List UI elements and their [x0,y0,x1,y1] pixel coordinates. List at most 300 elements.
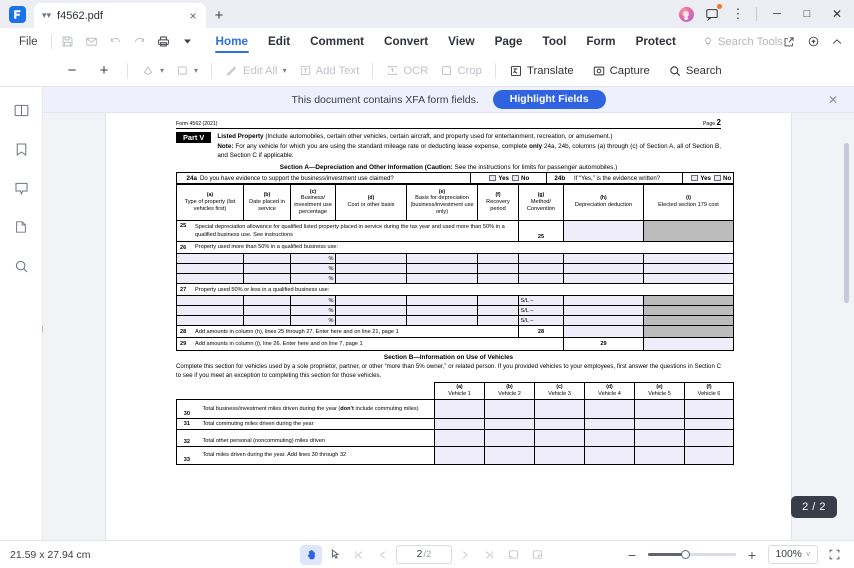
status-bar-zoom [622,545,844,565]
l27r1-c[interactable]: % [291,296,336,306]
l27r2-i [644,306,734,316]
zoom-level-select[interactable] [768,545,818,564]
line-29-text: Add amounts in column (i), line 26. Enter here and on line 7, page 1 [195,340,363,347]
line-30-text [192,399,435,418]
add-text-button[interactable] [293,59,366,83]
undo-icon[interactable] [104,30,128,54]
thumbnails-panel-icon[interactable] [8,97,34,123]
q24b-no-checkbox[interactable] [714,175,721,181]
l27r2-a[interactable] [177,306,244,316]
l27r1-f[interactable] [478,296,519,306]
l26r2-b[interactable] [244,264,291,274]
col-d-header [336,184,407,220]
pdf-page [106,113,791,540]
workspace [0,87,854,540]
l33-v1[interactable] [435,446,485,464]
l26r1-i[interactable] [644,254,734,264]
q24b-text: If “Yes,” is the evidence written? [573,173,683,184]
line-30-text-1: Total business/investment miles driven during the year ( [202,405,341,412]
l32-v2[interactable] [485,429,535,446]
vehicle-4-letter: (d) [606,384,613,391]
l26r2-g[interactable] [519,264,564,274]
l26r2-i[interactable] [644,264,734,274]
add-text-label: Add Text [315,64,360,77]
page-num: 2 [716,118,721,127]
l31-v1[interactable] [435,418,485,429]
col-c-label: Business/ investment use percentage [294,195,332,216]
col-d-letter: (d) [367,195,375,202]
l26r1-h[interactable] [564,254,644,264]
l27r3-e[interactable] [407,316,478,326]
line-32-row [177,429,734,446]
notifications-button[interactable] [699,1,725,27]
col-a-header [177,184,244,220]
search-label: Search [685,64,722,77]
highlight-tool-button[interactable] [135,59,170,83]
l33-v6[interactable] [685,446,734,464]
comments-panel-icon[interactable] [8,175,34,201]
q24b-number: 24b [547,173,573,184]
page-position-indicator: 2 / 2 [791,496,837,518]
col-f-header [478,184,519,220]
l33-v2[interactable] [485,446,535,464]
l31-v4[interactable] [585,418,635,429]
ribbon-tab-comment[interactable]: Comment [310,35,364,48]
zoom-slider[interactable] [648,548,736,562]
ribbon-tab-page[interactable]: Page [494,35,523,48]
l26r3-b[interactable] [244,274,291,284]
vehicle-3-label: Vehicle 3 [548,391,571,398]
l26r2-f[interactable] [478,264,519,274]
line-27-row [177,284,734,296]
share-icon[interactable] [778,31,800,53]
ribbon-tab-convert[interactable]: Convert [384,35,429,48]
part-badge: Part V [176,132,211,144]
col-h-header [564,184,644,220]
notification-badge [717,4,722,9]
l32-v6[interactable] [685,429,734,446]
line-29-box-number: 29 [564,338,644,350]
q24b-yes-checkbox[interactable] [691,175,698,181]
question-24-table [176,172,734,184]
line-26-text-cell [177,242,734,254]
col-b-label: Date placed in service [249,198,285,212]
chevron-down-icon[interactable]: ▾ [194,66,199,75]
col-d-label: Cost or other basis [347,202,395,209]
close-icon[interactable]: × [189,8,197,23]
form-number-label: Form 4562 (2021) [176,121,218,127]
chevron-down-icon[interactable]: ▾ [160,66,165,75]
vehicle-3-letter: (c) [556,384,563,391]
l27r3-a[interactable] [177,316,244,326]
col-g-label: Method/ Convention [526,198,556,212]
fit-page-button[interactable] [824,545,844,565]
col-f-letter: (f) [495,192,501,198]
maximize-button[interactable]: □ [803,8,811,20]
title-bar-right-controls [673,0,854,28]
l27r1-a[interactable] [177,296,244,306]
l27r2-f[interactable] [478,306,519,316]
line-28-text-cell [177,326,519,338]
line-25-blocked-i [644,220,734,241]
col-b-header [244,184,291,220]
vehicle-5-letter: (e) [656,384,663,391]
l32-v5[interactable] [635,429,685,446]
l31-v5[interactable] [635,418,685,429]
l27r3-d[interactable] [336,316,407,326]
first-page-button[interactable] [348,545,370,565]
vehicle-1-letter: (a) [456,384,463,391]
ocr-button[interactable] [380,59,434,83]
line-30-text-2: include commuting miles) [353,405,419,412]
l26r2-a[interactable] [177,264,244,274]
line-25-row [177,220,734,241]
line-25-box-number: 25 [519,220,564,241]
xfa-notice-bar [43,87,854,113]
l27r3-i [644,316,734,326]
l27r2-d[interactable] [336,306,407,316]
l27r1-e[interactable] [407,296,478,306]
q24a-number: 24a [177,173,199,184]
section-b-text: Complete this section for vehicles used by a sole proprietor, partner, or other “more than 5% owner,” or related person. If you provided vehicles to your employees, first answer the questions in Section C to see if you meet an exception to completing this section for those vehicles. [176,363,721,380]
zoom-slider-knob[interactable] [681,550,690,559]
l33-v3[interactable] [535,446,585,464]
l26r1-b[interactable] [244,254,291,264]
line-30-row [177,399,734,418]
menu-file[interactable]: File [19,35,38,48]
continuous-view-button[interactable] [526,545,548,565]
search-button[interactable] [662,59,728,83]
note-text-1: For any vehicle for which you are using the standard mileage rate or deducting lease expense, complete [235,142,530,150]
l32-v1[interactable] [435,429,485,446]
l26r1-d[interactable] [336,254,407,264]
vehicle-header-spacer [177,383,192,399]
header-rule [176,128,721,129]
zoom-out-button[interactable]: − [67,62,77,79]
l27r2-h[interactable] [564,306,644,316]
cloud-upload-icon[interactable] [802,31,824,53]
select-tool-button[interactable] [324,545,346,565]
l33-v5[interactable] [635,446,685,464]
l30-v5[interactable] [635,399,685,418]
form-header [176,118,721,127]
col-a-label: Type of property (list vehicles first) [184,198,236,212]
more-options-button[interactable]: ⋮ [731,6,745,21]
shape-tool-button[interactable] [170,59,204,83]
line-33-row [177,446,734,464]
l27r2-e[interactable] [407,306,478,316]
l27r3-c[interactable]: % [291,316,336,326]
vehicle-5-header [635,383,685,399]
l27r2-g[interactable]: S/L – [519,306,564,316]
section-a-table [176,184,734,351]
page-current: 2 [416,549,423,560]
ribbon-tab-protect[interactable]: Protect [635,35,676,48]
page-number-input[interactable] [396,545,452,564]
line-28-text: Add amounts in column (h), lines 25 through 27. Enter here and on line 21, page 1 [195,328,399,335]
divider [51,34,52,49]
vehicle-1-header [435,383,485,399]
crop-label: Crop [457,64,482,77]
line-26-entry-row [177,254,734,264]
l26r2-e[interactable] [407,264,478,274]
previous-page-button[interactable] [372,545,394,565]
part-title: Listed Property [217,132,264,140]
new-tab-button[interactable]: + [214,7,224,24]
l26r1-a[interactable] [177,254,244,264]
ribbon-tab-home[interactable]: Home [206,28,258,55]
line-27-text: Property used 50% or less in a qualified business use: [195,286,330,293]
ribbon-tabs [206,28,686,55]
note-text-2: 24a, 24b, columns (a) through (c) of Section A, all of Section B, and Section C if applicable. [217,142,722,160]
l26r2-h[interactable] [564,264,644,274]
translate-label: Translate [526,64,574,77]
col-i-header [644,184,734,220]
l26r3-h[interactable] [564,274,644,284]
email-icon[interactable] [80,30,104,54]
print-icon[interactable] [152,30,176,54]
line-32-text: Total other personal (noncommuting) miles driven [192,429,435,446]
l27r1-h[interactable] [564,296,644,306]
left-sidebar [0,87,43,540]
col-a-letter: (a) [206,192,214,198]
col-i-label: Elected section 179 cost [658,202,719,209]
ribbon-tab-tool[interactable]: Tool [542,35,567,48]
line-27-entry-row [177,316,734,326]
l31-v6[interactable] [685,418,734,429]
l26r2-d[interactable] [336,264,407,274]
search-panel-icon[interactable] [8,253,34,279]
note-label: Note: [217,142,234,150]
ribbon-tab-view[interactable]: View [448,35,475,48]
search-tools-label: Search Tools [717,35,783,48]
line-27-text-cell [177,284,734,296]
line-26-entry-row [177,264,734,274]
line-26-row [177,242,734,254]
q24a-no-checkbox[interactable] [512,175,519,181]
single-page-view-button[interactable] [502,545,524,565]
q24b-no-cell[interactable] [713,173,734,184]
vehicle-4-header [585,383,635,399]
line-26-text: Property used more than 50% in a qualified business use: [195,244,339,251]
vehicle-1-label: Vehicle 1 [448,391,471,398]
part-desc: (Include automobiles, certain other vehicles, certain aircraft, and property used for entertainment, recreation, or amusement.) [265,132,613,140]
l26r1-e[interactable] [407,254,478,264]
dropdown-caret-icon[interactable] [176,30,200,54]
line-26-entry-row [177,274,734,284]
l27r1-i [644,296,734,306]
l26r2-c[interactable]: % [291,264,336,274]
account-avatar-button[interactable] [673,1,699,27]
attachments-panel-icon[interactable] [8,214,34,240]
l30-v6[interactable] [685,399,734,418]
l26r3-c[interactable]: % [291,274,336,284]
l31-v3[interactable] [535,418,585,429]
line-28-number: 28 [180,328,187,335]
col-e-letter: (e) [438,188,446,195]
l26r3-f[interactable] [478,274,519,284]
l26r3-g[interactable] [519,274,564,284]
l27r2-b[interactable] [244,306,291,316]
q24a-yes-cell[interactable] [471,173,511,184]
page-canvas[interactable] [43,113,854,540]
l27r3-f[interactable] [478,316,519,326]
vehicle-header-blank [192,383,435,399]
l30-v3[interactable] [535,399,585,418]
yes-label: Yes [498,174,509,182]
page-total: /2 [423,549,432,560]
l27r1-g[interactable]: S/L – [519,296,564,306]
line-26-number: 26 [180,244,187,251]
line-28-field-h[interactable] [564,326,644,338]
line-28-row [177,326,734,338]
l27r3-h[interactable] [564,316,644,326]
vehicle-2-header [485,383,535,399]
q24a-text: Do you have evidence to support the business/investment use claimed? [199,173,471,184]
zoom-in-button[interactable]: + [747,546,757,563]
l26r3-a[interactable] [177,274,244,284]
q24a-no-cell[interactable] [511,173,547,184]
section-a-title-end: See the instructions for limits for passenger automobiles.) [452,163,618,171]
l27r1-d[interactable] [336,296,407,306]
line-33-text: Total miles driven during the year. Add lines 30 through 32 [192,446,435,464]
minimize-button[interactable]: ─ [773,8,781,20]
l27r3-g[interactable]: S/L – [519,316,564,326]
l33-v4[interactable] [585,446,635,464]
l31-v2[interactable] [485,418,535,429]
close-notice-icon[interactable]: ✕ [827,92,838,107]
col-c-header [291,184,336,220]
line-31-number: 31 [177,418,192,429]
zoom-level-value: 100% [775,549,802,560]
chevron-down-icon[interactable]: ▾▾ [42,10,52,20]
capture-button[interactable] [586,59,656,83]
l26r1-g[interactable] [519,254,564,264]
last-page-button[interactable] [478,545,500,565]
part-v-row [176,132,721,161]
document-tab[interactable] [34,3,206,28]
l30-v2[interactable] [485,399,535,418]
question-24-row [177,173,734,184]
ocr-label: OCR [403,64,429,77]
section-a-caution: Caution: [426,163,453,171]
status-bar-nav [300,545,548,565]
line-29-number: 29 [180,341,187,348]
no-label: No [723,174,732,182]
menu-bar-right [778,28,848,55]
hand-tool-button[interactable] [300,545,322,565]
redo-icon[interactable] [128,30,152,54]
l27r1-b[interactable] [244,296,291,306]
app-logo [0,0,34,28]
divider [756,7,757,21]
col-f-label: Recovery period [486,198,510,212]
search-tools-field[interactable] [702,36,783,48]
l27r3-b[interactable] [244,316,291,326]
line-30-bold: don’t [340,405,354,412]
l26r3-i[interactable] [644,274,734,284]
home-toolbar [0,55,854,87]
bookmarks-panel-icon[interactable] [8,136,34,162]
line-31-row [177,418,734,429]
q24b-yes-cell[interactable] [683,173,713,184]
l26r3-d[interactable] [336,274,407,284]
no-label: No [521,174,530,182]
part-note [217,142,721,161]
line-25-text: Special depreciation allowance for qualified listed property placed in service during the tax year and used more than 50% in a qualified business use. See instructions [195,223,505,239]
ribbon-tab-form[interactable]: Form [586,35,616,48]
app-logo-icon [9,6,26,23]
line-28-blocked-i [644,326,734,338]
l26r3-e[interactable] [407,274,478,284]
ribbon-tab-edit[interactable]: Edit [268,35,291,48]
line-27-number: 27 [180,286,187,293]
line-31-text: Total commuting miles driven during the year [192,418,435,429]
l26r1-f[interactable] [478,254,519,264]
page-word: Page [702,121,716,127]
form-4562-page2 [170,113,732,465]
vehicle-6-header [685,383,734,399]
line-29-field-i[interactable] [644,338,734,350]
vehicle-2-letter: (b) [506,384,513,391]
line-27-entry-row [177,306,734,316]
collapse-ribbon-icon[interactable] [826,31,848,53]
l30-v4[interactable] [585,399,635,418]
l32-v3[interactable] [535,429,585,446]
l26r1-c[interactable]: % [291,254,336,264]
line-25-field-h[interactable] [564,220,644,241]
divider [495,63,496,79]
section-a-title [176,164,721,171]
next-page-button[interactable] [454,545,476,565]
highlight-fields-button[interactable]: Highlight Fields [493,90,606,109]
save-icon[interactable] [56,30,80,54]
vertical-scrollbar-thumb[interactable] [844,143,849,303]
col-h-letter: (h) [600,195,607,202]
l32-v4[interactable] [585,429,635,446]
col-g-letter: (g) [537,192,545,198]
section-b-title: Section B—Information on Use of Vehicles [383,353,514,361]
part-title-line [217,132,721,141]
line-29-text-cell [177,338,564,350]
divider [211,63,212,79]
section-a-title-start: Section A—Depreciation and Other Information ( [279,163,427,171]
col-b-letter: (b) [263,192,271,198]
page-number-label [703,118,721,127]
translate-button[interactable] [503,59,580,83]
vehicle-3-header [535,383,585,399]
column-header-row [177,184,734,220]
avatar [679,7,694,22]
line-30-number: 30 [177,399,192,418]
q24a-yes-checkbox[interactable] [489,175,496,181]
zoom-out-button[interactable]: − [627,546,637,563]
capture-label: Capture [609,64,650,77]
chevron-down-icon[interactable]: ▾ [282,66,287,75]
crop-button[interactable] [434,59,488,83]
col-e-label: Basis for depreciation (business/investment use only) [410,195,474,216]
close-window-button[interactable]: ✕ [831,7,843,21]
l27r2-c[interactable]: % [291,306,336,316]
tab-title: f4562.pdf [57,9,103,22]
col-e-header [407,184,478,220]
chevron-down-icon[interactable]: ˅ [805,550,811,559]
l30-v1[interactable] [435,399,485,418]
edit-all-button[interactable] [219,59,293,83]
zoom-in-button[interactable]: + [99,62,109,79]
lightbulb-icon [702,36,714,48]
vehicle-4-label: Vehicle 4 [598,391,621,398]
